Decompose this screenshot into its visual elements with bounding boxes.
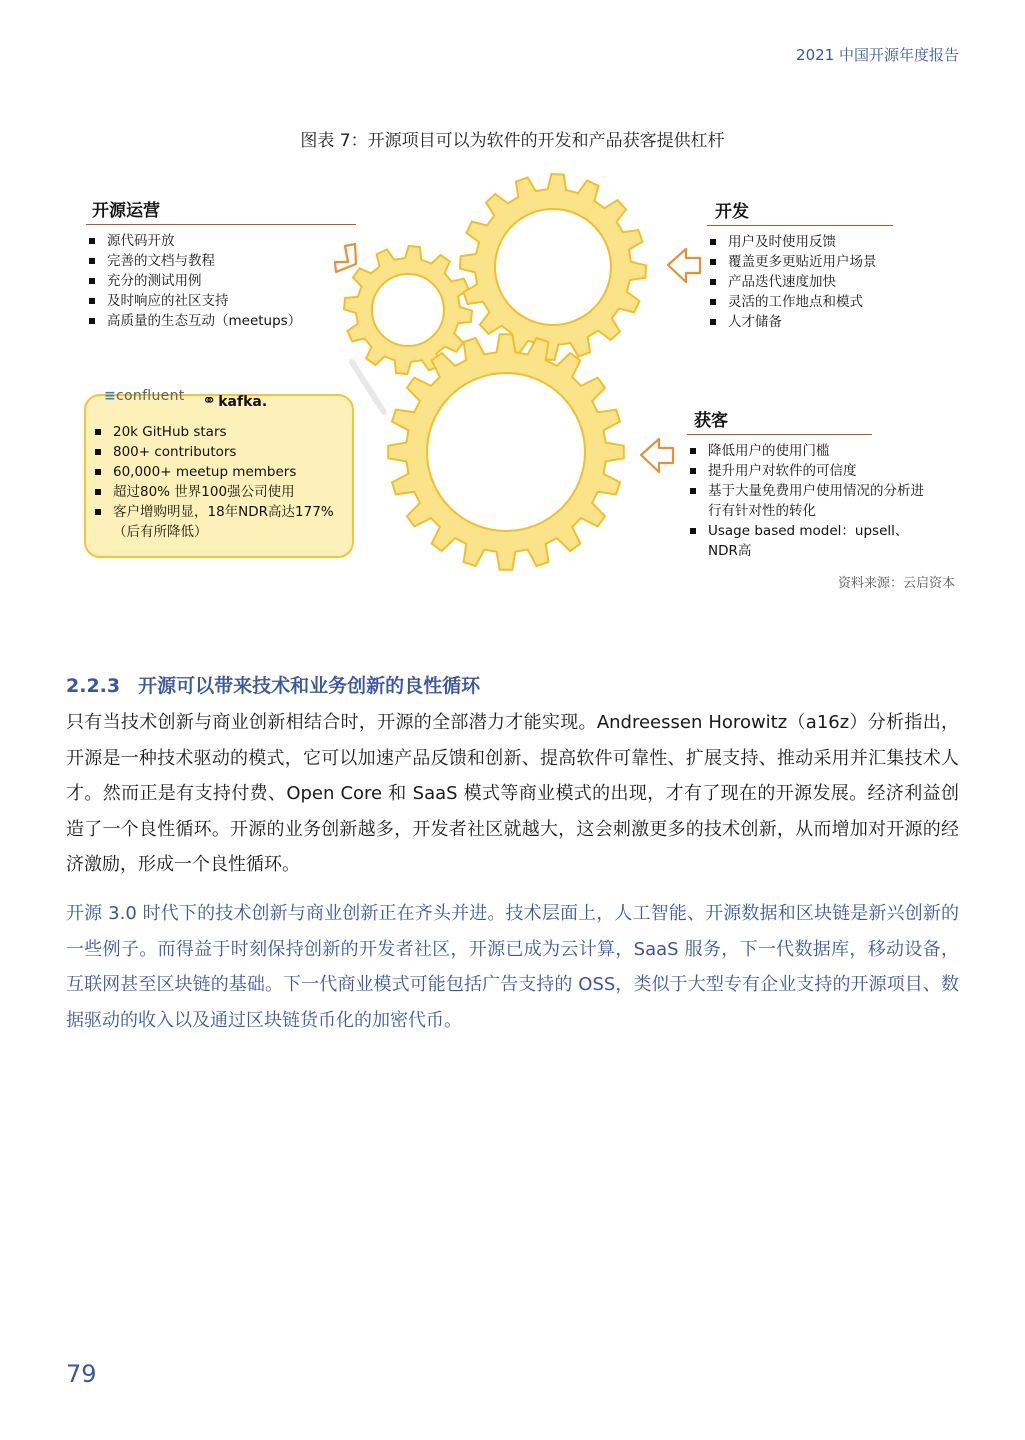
list-item: 800+ contributors xyxy=(86,442,352,462)
gear-top-right xyxy=(460,174,646,360)
report-header: 2021 中国开源年度报告 xyxy=(796,46,959,64)
panel-operations-list xyxy=(86,231,356,331)
list-item: 完善的文档与教程 xyxy=(86,251,356,271)
arrow-left-dev-icon xyxy=(668,249,700,282)
list-item: 用户及时使用反馈 xyxy=(707,232,893,252)
list-item: 覆盖更多更贴近用户场景 xyxy=(707,252,893,272)
list-item: 基于大量免费用户使用情况的分析进行有针对性的转化 xyxy=(687,481,937,521)
arrow-left-acq-icon xyxy=(641,439,673,472)
panel-development-list xyxy=(707,232,893,332)
page-number: 79 xyxy=(66,1360,97,1388)
confluent-logo-text: confluent xyxy=(116,388,185,404)
panel-development-title: 开发 xyxy=(715,202,749,222)
list-item: 超过80% 世界100强公司使用 xyxy=(86,482,352,502)
list-item: 源代码开放 xyxy=(86,231,356,251)
gear-bottom-hole xyxy=(427,373,585,531)
body-paragraph-1: 只有当技术创新与商业创新相结合时，开源的全部潜力才能实现。Andreessen Horowitz（a16z）分析指出，开源是一种技术驱动的模式，它可以加速产品反馈和创新、提高软件可靠性、扩展支持、推动采用并汇集技术人才。然而正是有支持付费、Open Core 和 SaaS 模式等商业模式的出现，才有了现在的开源发展。经济利益创造了一个良性循环。开源的业务创新越多，开发者社区就越大，这会刺激更多的技术创新，从而增加对开源的经济激励，形成一个良性循环。 xyxy=(66,712,959,875)
list-item: Usage based model：upsell、NDR高 xyxy=(687,521,937,561)
confluent-logo: ≡confluent xyxy=(104,388,185,404)
list-item: 降低用户的使用门槛 xyxy=(687,441,937,461)
panel-acquisition-rule xyxy=(687,434,872,435)
list-item: 灵活的工作地点和模式 xyxy=(707,292,893,312)
section-heading xyxy=(66,671,480,698)
gear-small-hole xyxy=(372,274,444,346)
list-item: 充分的测试用例 xyxy=(86,271,356,291)
faint-curve-arrow-icon xyxy=(352,362,384,412)
list-item: 20k GitHub stars xyxy=(86,422,352,442)
section-title: 开源可以带来技术和业务创新的良性循环 xyxy=(138,675,481,697)
kafka-mark-icon: ⚭ xyxy=(202,391,217,411)
list-item: 提升用户对软件的可信度 xyxy=(687,461,937,481)
list-item: 人才储备 xyxy=(707,312,893,332)
list-item: 高质量的生态互动（meetups） xyxy=(86,311,356,331)
kafka-callout-box xyxy=(84,394,354,558)
list-item: 及时响应的社区支持 xyxy=(86,291,356,311)
list-item: 客户增购明显，18年NDR高达177%（后有所降低） xyxy=(86,502,352,542)
panel-development-rule xyxy=(707,225,893,226)
panel-operations-rule xyxy=(86,224,356,225)
list-item: 60,000+ meetup members xyxy=(86,462,352,482)
panel-operations xyxy=(86,196,356,331)
kafka-logo xyxy=(202,391,267,411)
panel-operations-title: 开源运营 xyxy=(92,201,160,221)
callout-list xyxy=(86,422,352,542)
panel-acquisition xyxy=(687,406,937,561)
gear-top-right-hole xyxy=(495,209,611,325)
panel-acquisition-title: 获客 xyxy=(694,411,728,431)
list-item: 产品迭代速度加快 xyxy=(707,272,893,292)
gear-bottom xyxy=(388,334,624,570)
figure-title: 图表 7：开源项目可以为软件的开发和产品获客提供杠杆 xyxy=(300,131,725,151)
gear-small xyxy=(344,246,472,374)
panel-acquisition-list xyxy=(687,441,937,561)
kafka-logo-text: kafka. xyxy=(218,394,268,410)
section-number: 2.2.3 xyxy=(66,675,121,697)
panel-development xyxy=(707,197,893,332)
figure-source: 资料来源：云启资本 xyxy=(837,576,955,591)
body-paragraph-2: 开源 3.0 时代下的技术创新与商业创新正在齐头并进。技术层面上，人工智能、开源数据和区块链是新兴创新的一些例子。而得益于时刻保持创新的开发者社区，开源已成为云计算，SaaS 服务，下一代数据库，移动设备，互联网甚至区块链的基础。下一代商业模式可能包括广告支持的 OSS，类似于大型专有企业支持的开源项目、数据驱动的收入以及通过区块链货币化的加密代币。 xyxy=(66,903,959,1031)
